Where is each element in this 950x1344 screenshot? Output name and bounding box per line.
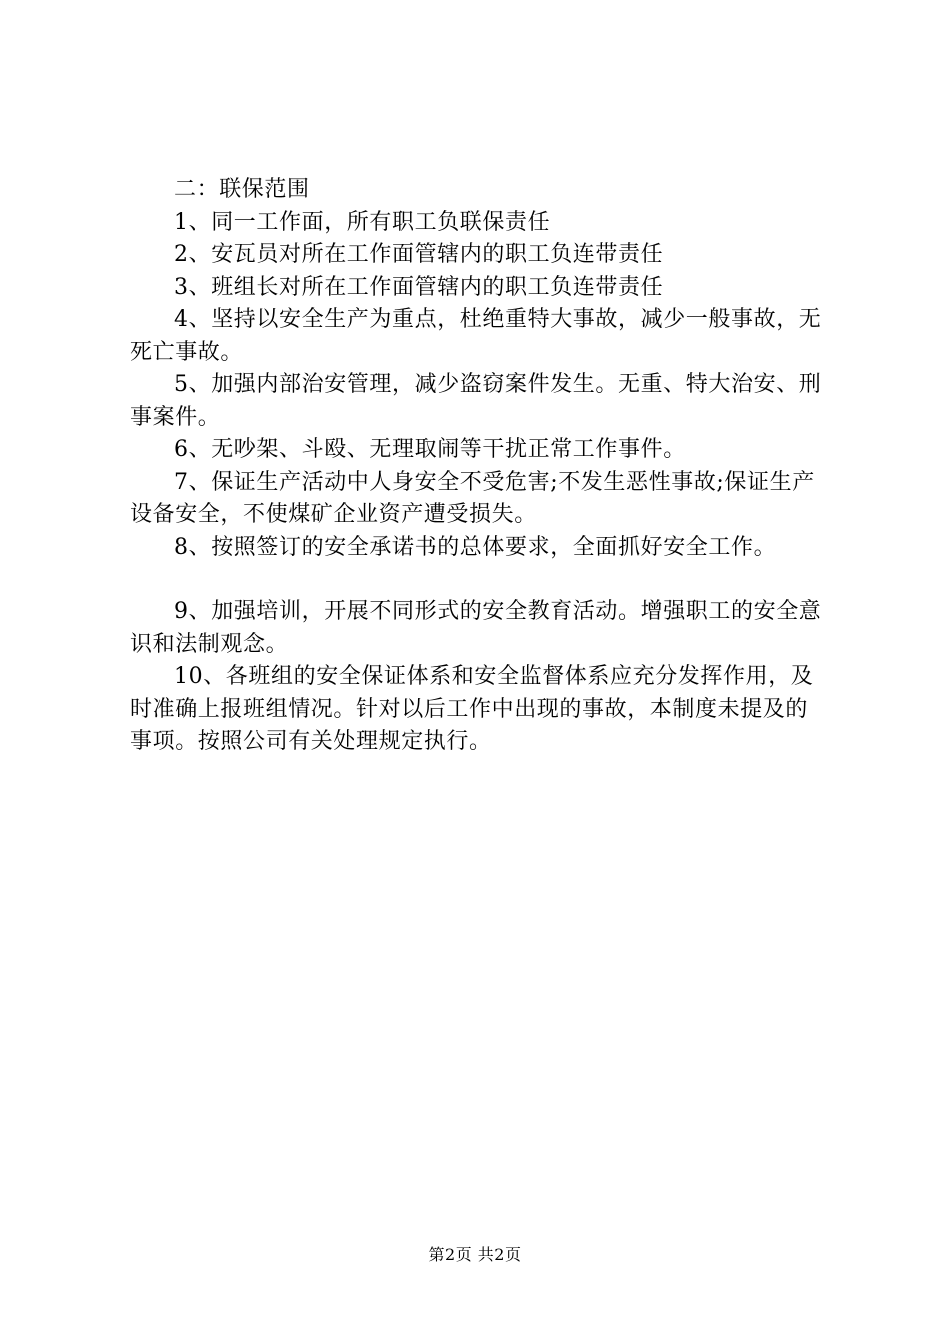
paragraph-item-5: 5、加强内部治安管理，减少盗窃案件发生。无重、特大治安、刑事案件。 [130, 372, 822, 430]
page-footer: 第2页 共2页 [428, 1245, 522, 1264]
paragraph-item-1: 1、同一工作面，所有职工负联保责任 [174, 209, 551, 235]
section-heading: 二：联保范围 [174, 177, 310, 202]
paragraph-item-7: 7、保证生产活动中人身安全不受危害;不发生恶性事故;保证生产设备安全，不使煤矿企业资产遭受损失。 [130, 469, 815, 527]
paragraph-item-10: 10、各班组的安全保证体系和安全监督体系应充分发挥作用，及时准确上报班组情况。针对以后工作中出现的事故，本制度未提及的事项。按照公司有关处理规定执行。 [130, 664, 814, 754]
paragraph-item-9: 9、加强培训，开展不同形式的安全教育活动。增强职工的安全意识和法制观念。 [130, 599, 822, 657]
paragraph-item-6: 6、无吵架、斗殴、无理取闹等干扰正常工作事件。 [174, 437, 686, 462]
paragraph-item-8: 8、按照签订的安全承诺书的总体要求，全面抓好安全工作。 [174, 534, 777, 560]
paragraph-item-4: 4、坚持以安全生产为重点，杜绝重特大事故，减少一般事故，无死亡事故。 [130, 307, 822, 365]
paragraph-item-2: 2、安瓦员对所在工作面管辖内的职工负连带责任 [174, 242, 664, 267]
document-body [130, 174, 830, 759]
paragraph-item-3: 3、班组长对所在工作面管辖内的职工负连带责任 [174, 274, 664, 300]
